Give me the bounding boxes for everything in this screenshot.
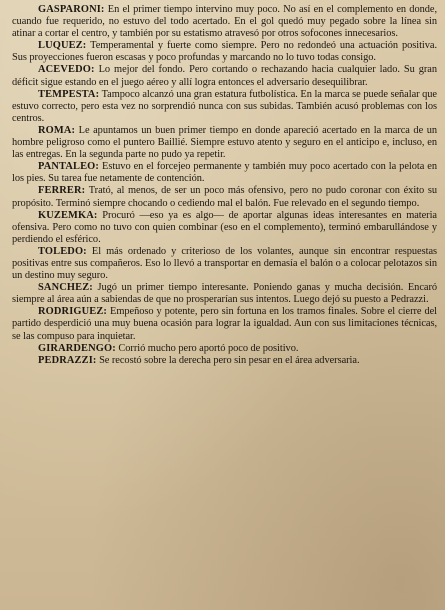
- player-review-text: Empeñoso y potente, pero sin fortuna en los tramos finales. Sobre el cierre del partido desperdició una muy buena ocasión para lograr la igualdad. Aun con sus limitaciones técnicas, se las compuso para inquietar.: [12, 306, 437, 342]
- player-name: PANTALEO:: [38, 161, 99, 173]
- player-review-text: Tampoco alcanzó una gran estatura futbolística. En la marca se puede señalar que estuvo correcto, pero esta vez no sorprendió nunca con sus subidas. También acusó problemas con los centros.: [12, 88, 437, 124]
- player-review-girardengo: [12, 343, 437, 355]
- player-name: TOLEDO:: [38, 245, 87, 257]
- player-review-gasparoni: [12, 4, 437, 40]
- player-review-pedrazzi: [12, 355, 437, 367]
- player-review-ferrer: [12, 185, 437, 209]
- player-name: LUQUEZ:: [38, 40, 87, 52]
- player-name: GIRARDENGO:: [38, 342, 116, 354]
- player-name: TEMPESTA:: [38, 88, 100, 100]
- player-review-toledo: [12, 246, 437, 282]
- player-review-text: Temperamental y fuerte como siempre. Pero no redondeó una actuación positiva. Sus proyecciones fueron escasas y poco profundas y marcando no lo tuvo todas consigo.: [12, 40, 437, 64]
- player-review-text: En el primer tiempo intervino muy poco. No así en el complemento en donde, cuando fue requerido, no estuvo del todo acertado. En el gol quedó muy pegado sobre la línea sin atinar a cortar el centro, y también por su estatismo atravesó por otros sofocones innecesarios.: [12, 4, 437, 40]
- player-review-luquez: [12, 40, 437, 64]
- player-review-pantaleo: [12, 161, 437, 185]
- player-name: SANCHEZ:: [38, 282, 93, 294]
- player-name: GASPARONI:: [38, 4, 105, 15]
- player-review-text: El más ordenado y criterioso de los volantes, aunque sin encontrar respuestas positivas entre sus compañeros. Eso lo llevó a transportar en demasía el balón o a colocar pelotazos sin un destino muy seguro.: [12, 245, 437, 282]
- player-review-text: Procuró —eso ya es algo— de aportar algunas ideas interesantes en materia ofensiva. Pero como no tuvo con quien combinar (eso en el complemento), terminó embarullándose y perdiendo el esférico.: [12, 209, 437, 245]
- player-review-roma: [12, 125, 437, 161]
- player-review-tempesta: [12, 89, 437, 125]
- player-review-text: Trató, al menos, de ser un poco más ofensivo, pero no pudo coronar con éxito su propósito. Terminó siempre chocando o cediendo mal el balón. Fue relevado en el segundo tiempo.: [12, 185, 437, 209]
- player-name: KUZEMKA:: [38, 209, 98, 221]
- player-review-text: Estuvo en el forcejeo permanente y también muy poco acertado con la pelota en los pies. Su tarea fue netamente de contención.: [12, 161, 437, 185]
- player-review-kuzemka: [12, 210, 437, 246]
- player-review-text: Se recostó sobre la derecha pero sin pesar en el área adversaria.: [96, 354, 360, 366]
- player-review-text: Lo mejor del fondo. Pero cortando o rechazando hacia cualquier lado. Su gran déficit sigue estando en el juego aéreo y allí logra entonces el adversario desequilibrar.: [12, 64, 437, 88]
- player-review-text: Le apuntamos un buen primer tiempo en donde apareció acertado en la marca de un hombre peligroso como el puntero Baillié. Siempre estuvo atento y seguro en el anticipo e, incluso, en las entregas. En la segunda parte no pudo ya repetir.: [12, 124, 437, 161]
- player-name: FERRER:: [38, 185, 86, 197]
- player-review-rodriguez: [12, 306, 437, 342]
- player-review-acevedo: [12, 64, 437, 88]
- player-review-text: Corrió mucho pero aportó poco de positivo.: [115, 342, 299, 354]
- player-name: ACEVEDO:: [38, 64, 95, 76]
- player-name: RODRIGUEZ:: [38, 306, 108, 318]
- player-name: ROMA:: [38, 124, 76, 136]
- player-name: PEDRAZZI:: [38, 354, 97, 366]
- player-review-text: Jugó un primer tiempo interesante. Poniendo ganas y mucha decisión. Encaró siempre al área aún a sabiendas de que no prosperarían sus intentos. Luego dejó su puesto a Pedrazzi.: [12, 282, 437, 306]
- player-review-sanchez: [12, 282, 437, 306]
